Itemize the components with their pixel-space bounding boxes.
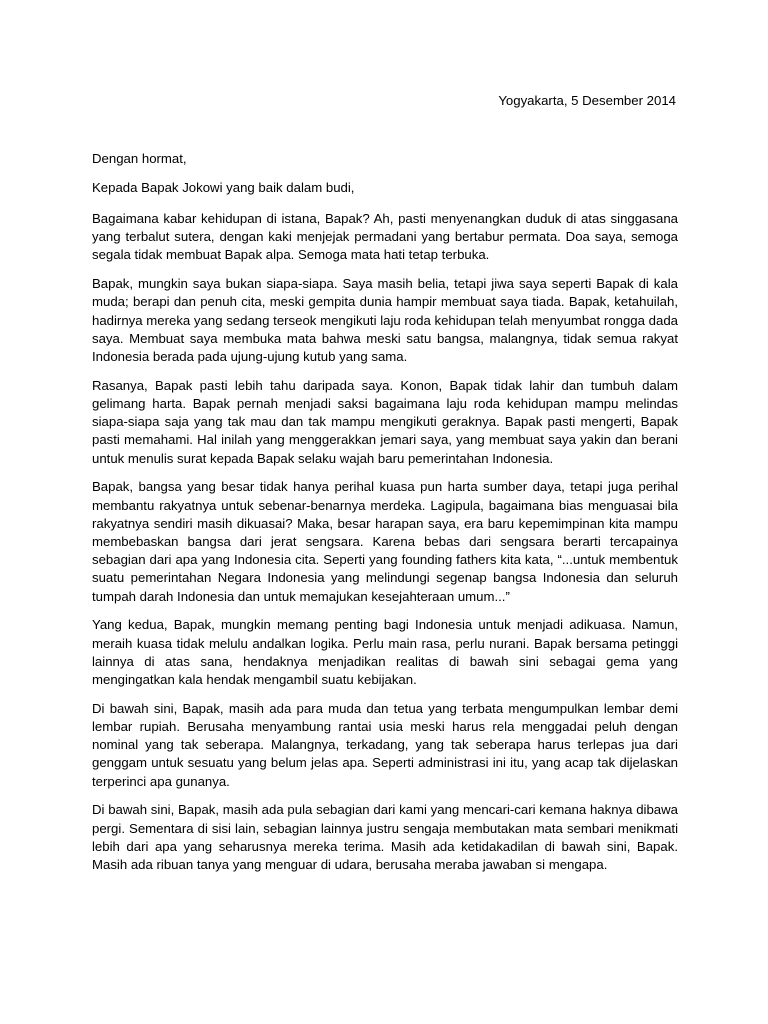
paragraph-7: Di bawah sini, Bapak, masih ada pula sebagian dari kami yang mencari-cari kemana haknya dibawa pergi. Sementara di sisi lain, sebagian lainnya justru sengaja membutakan mata sembari menikmati lebih dari apa yang seharusnya mereka terima. Masih ada ketidakadilan di bawah sini, Bapak. Masih ada ribuan tanya yang menguar di udara, berusaha meraba jawaban si mengapa. [92,802,678,873]
paragraph-6: Di bawah sini, Bapak, masih ada para muda dan tetua yang terbata mengumpulkan lembar demi lembar rupiah. Berusaha menyambung rantai usia meski harus rela menggadai peluh dengan nominal yang tak seberapa. Malangnya, terkadang, yang tak seberapa harus terlepas jua dari genggam untuk sesuatu yang belum jelas apa. Seperti administrasi ini itu, yang acap tak dijelaskan terperinci apa gunanya. [92,700,678,789]
letter-date: Yogyakarta, 5 Desember 2014 [498,93,676,108]
paragraph-1: Bagaimana kabar kehidupan di istana, Bapak? Ah, pasti menyenangkan duduk di atas singgasana yang terbalut sutera, dengan kaki menjejak permadani yang bertabur permata. Doa saya, semoga segala tidak membuat Bapak alpa. Semoga mata hati tetap terbuka. [92,211,678,263]
paragraph-3: Rasanya, Bapak pasti lebih tahu daripada saya. Konon, Bapak tidak lahir dan tumbuh dalam gelimang harta. Bapak pernah menjadi saksi bagaimana laju roda kehidupan mampu melindas siapa-siapa saja yang tak mau dan tak mampu mengikuti geraknya. Bapak pasti mengerti, Bapak pasti memahami. Hal inilah yang menggerakkan jemari saya, yang membuat saya yakin dan berani untuk menulis surat kepada Bapak selaku wajah baru pemerintahan Indonesia. [92,377,678,466]
paragraph-5: Yang kedua, Bapak, mungkin memang penting bagi Indonesia untuk menjadi adikuasa. Namun, meraih kuasa tidak melulu andalkan logika. Perlu main rasa, perlu nurani. Bapak bersama petinggi lainnya di atas sana, hendaknya menjadikan realitas di bawah sini sebagai gema yang mengingatkan kala hendak mengambil suatu kebijakan. [92,617,678,688]
paragraph-4: Bapak, bangsa yang besar tidak hanya perihal kuasa pun harta sumber daya, tetapi juga perihal membantu rakyatnya untuk sebenar-benarnya merdeka. Lagipula, bagaimana bias menguasai bila rakyatnya sendiri masih dikuasai? Maka, besar harapan saya, era baru kepemimpinan kita mampu membebaskan bangsa dari jerat sengsara. Karena bebas dari sengsara berarti tercapainya sebagian dari apa yang Indonesia cita. Seperti yang founding fathers kita kata, “...untuk membentuk suatu pemerintahan Negara Indonesia yang melindungi segenap bangsa Indonesia dan seluruh tumpah darah Indonesia dan untuk memajukan kesejahteraan umum...” [92,479,678,604]
greeting: Dengan hormat, [92,151,187,166]
addressee: Kepada Bapak Jokowi yang baik dalam budi, [92,179,355,195]
paragraph-2: Bapak, mungkin saya bukan siapa-siapa. Saya masih belia, tetapi jiwa saya seperti Bapak di kala muda; berapi dan penuh cita, meski gempita dunia hampir membuat saya tiada. Bapak, ketahuilah, hadirnya mereka yang sedang terseok mengikuti laju roda kehidupan telah menyumbat rongga dada saya. Membuat saya membuka mata bahwa meski satu bangsa, malangnya, tidak semua rakyat Indonesia berada pada ujung-ujung kutub yang sama. [92,276,678,365]
letter-body [92,150,678,885]
